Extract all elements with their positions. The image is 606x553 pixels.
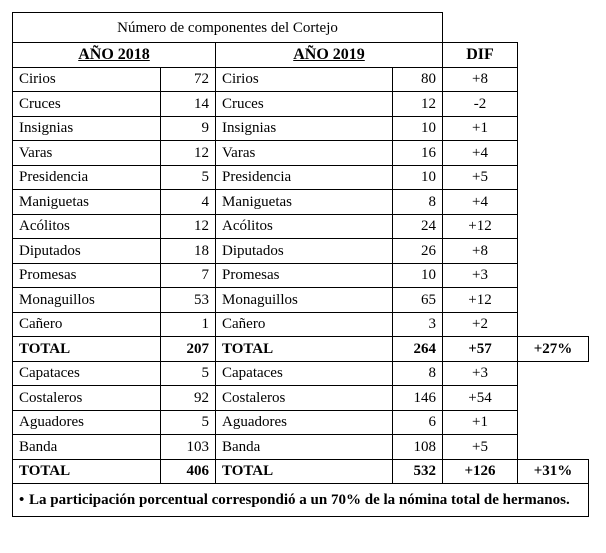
total-percent: +31% bbox=[518, 459, 589, 484]
difference: +3 bbox=[443, 361, 518, 386]
difference: +8 bbox=[443, 67, 518, 92]
difference: +8 bbox=[443, 239, 518, 264]
category-2018: Banda bbox=[13, 435, 161, 460]
value-2018: 53 bbox=[161, 288, 216, 313]
category-2019: Cirios bbox=[216, 67, 393, 92]
value-2019: 65 bbox=[393, 288, 443, 313]
category-2019: Diputados bbox=[216, 239, 393, 264]
category-2019: Costaleros bbox=[216, 386, 393, 411]
value-2019: 26 bbox=[393, 239, 443, 264]
difference: +1 bbox=[443, 116, 518, 141]
category-2018: Capataces bbox=[13, 361, 161, 386]
value-2019: 10 bbox=[393, 165, 443, 190]
value-2019: 8 bbox=[393, 190, 443, 215]
value-2018: 103 bbox=[161, 435, 216, 460]
table-row bbox=[13, 165, 589, 190]
difference: +12 bbox=[443, 288, 518, 313]
category-2019: Promesas bbox=[216, 263, 393, 288]
difference: +2 bbox=[443, 312, 518, 337]
difference: +54 bbox=[443, 386, 518, 411]
value-2019: 108 bbox=[393, 435, 443, 460]
value-2019: 10 bbox=[393, 263, 443, 288]
value-2018: 7 bbox=[161, 263, 216, 288]
value-2018: 72 bbox=[161, 67, 216, 92]
value-2019: 80 bbox=[393, 67, 443, 92]
category-2019: Insignias bbox=[216, 116, 393, 141]
category-2018: Costaleros bbox=[13, 386, 161, 411]
note-row bbox=[13, 484, 589, 517]
category-2019: Cañero bbox=[216, 312, 393, 337]
total-value-2019: 532 bbox=[393, 459, 443, 484]
cortejo-table bbox=[12, 12, 589, 517]
category-2018: Varas bbox=[13, 141, 161, 166]
header-2019: AÑO 2019 bbox=[216, 43, 443, 68]
table-row bbox=[13, 361, 589, 386]
total-label-2018: TOTAL bbox=[13, 337, 161, 362]
category-2018: Diputados bbox=[13, 239, 161, 264]
difference: +5 bbox=[443, 165, 518, 190]
category-2019: Presidencia bbox=[216, 165, 393, 190]
difference: +12 bbox=[443, 214, 518, 239]
value-2019: 146 bbox=[393, 386, 443, 411]
total-label-2019: TOTAL bbox=[216, 337, 393, 362]
value-2019: 16 bbox=[393, 141, 443, 166]
value-2019: 10 bbox=[393, 116, 443, 141]
value-2019: 24 bbox=[393, 214, 443, 239]
category-2019: Aguadores bbox=[216, 410, 393, 435]
participation-note bbox=[13, 484, 589, 517]
category-2018: Maniguetas bbox=[13, 190, 161, 215]
category-2019: Cruces bbox=[216, 92, 393, 117]
header-dif: DIF bbox=[443, 43, 518, 68]
difference: +5 bbox=[443, 435, 518, 460]
table-row bbox=[13, 312, 589, 337]
difference: +1 bbox=[443, 410, 518, 435]
table-row bbox=[13, 410, 589, 435]
total-percent: +27% bbox=[518, 337, 589, 362]
difference: +3 bbox=[443, 263, 518, 288]
category-2019: Monaguillos bbox=[216, 288, 393, 313]
value-2018: 9 bbox=[161, 116, 216, 141]
category-2019: Acólitos bbox=[216, 214, 393, 239]
table-row bbox=[13, 288, 589, 313]
value-2019: 6 bbox=[393, 410, 443, 435]
header-row bbox=[13, 43, 589, 68]
value-2018: 92 bbox=[161, 386, 216, 411]
value-2019: 8 bbox=[393, 361, 443, 386]
category-2019: Varas bbox=[216, 141, 393, 166]
category-2018: Cirios bbox=[13, 67, 161, 92]
header-2018: AÑO 2018 bbox=[13, 43, 216, 68]
value-2018: 14 bbox=[161, 92, 216, 117]
category-2018: Aguadores bbox=[13, 410, 161, 435]
total-row bbox=[13, 459, 589, 484]
total-difference: +126 bbox=[443, 459, 518, 484]
cortejo-table-container bbox=[12, 12, 589, 517]
category-2018: Monaguillos bbox=[13, 288, 161, 313]
difference: +4 bbox=[443, 141, 518, 166]
value-2018: 5 bbox=[161, 361, 216, 386]
table-row bbox=[13, 190, 589, 215]
category-2019: Maniguetas bbox=[216, 190, 393, 215]
total-label-2019: TOTAL bbox=[216, 459, 393, 484]
table-row bbox=[13, 263, 589, 288]
value-2018: 4 bbox=[161, 190, 216, 215]
total-value-2018: 406 bbox=[161, 459, 216, 484]
table-row bbox=[13, 141, 589, 166]
bullet-icon: • bbox=[19, 492, 25, 508]
category-2018: Presidencia bbox=[13, 165, 161, 190]
table-row bbox=[13, 214, 589, 239]
category-2018: Cañero bbox=[13, 312, 161, 337]
category-2018: Cruces bbox=[13, 92, 161, 117]
total-value-2019: 264 bbox=[393, 337, 443, 362]
difference: -2 bbox=[443, 92, 518, 117]
table-row bbox=[13, 116, 589, 141]
table-row bbox=[13, 92, 589, 117]
category-2018: Acólitos bbox=[13, 214, 161, 239]
table-row bbox=[13, 67, 589, 92]
category-2019: Banda bbox=[216, 435, 393, 460]
difference: +4 bbox=[443, 190, 518, 215]
value-2018: 12 bbox=[161, 214, 216, 239]
value-2018: 5 bbox=[161, 165, 216, 190]
total-difference: +57 bbox=[443, 337, 518, 362]
total-row bbox=[13, 337, 589, 362]
table-row bbox=[13, 239, 589, 264]
table-caption: Número de componentes del Cortejo bbox=[13, 13, 443, 43]
value-2018: 1 bbox=[161, 312, 216, 337]
value-2018: 12 bbox=[161, 141, 216, 166]
category-2018: Promesas bbox=[13, 263, 161, 288]
value-2018: 18 bbox=[161, 239, 216, 264]
note-text: La participación porcentual correspondió a un 70% de la nómina total de hermanos. bbox=[29, 492, 570, 508]
caption-row bbox=[13, 13, 589, 43]
table-row bbox=[13, 435, 589, 460]
table-row bbox=[13, 386, 589, 411]
value-2019: 12 bbox=[393, 92, 443, 117]
total-label-2018: TOTAL bbox=[13, 459, 161, 484]
value-2018: 5 bbox=[161, 410, 216, 435]
category-2018: Insignias bbox=[13, 116, 161, 141]
category-2019: Capataces bbox=[216, 361, 393, 386]
value-2019: 3 bbox=[393, 312, 443, 337]
total-value-2018: 207 bbox=[161, 337, 216, 362]
